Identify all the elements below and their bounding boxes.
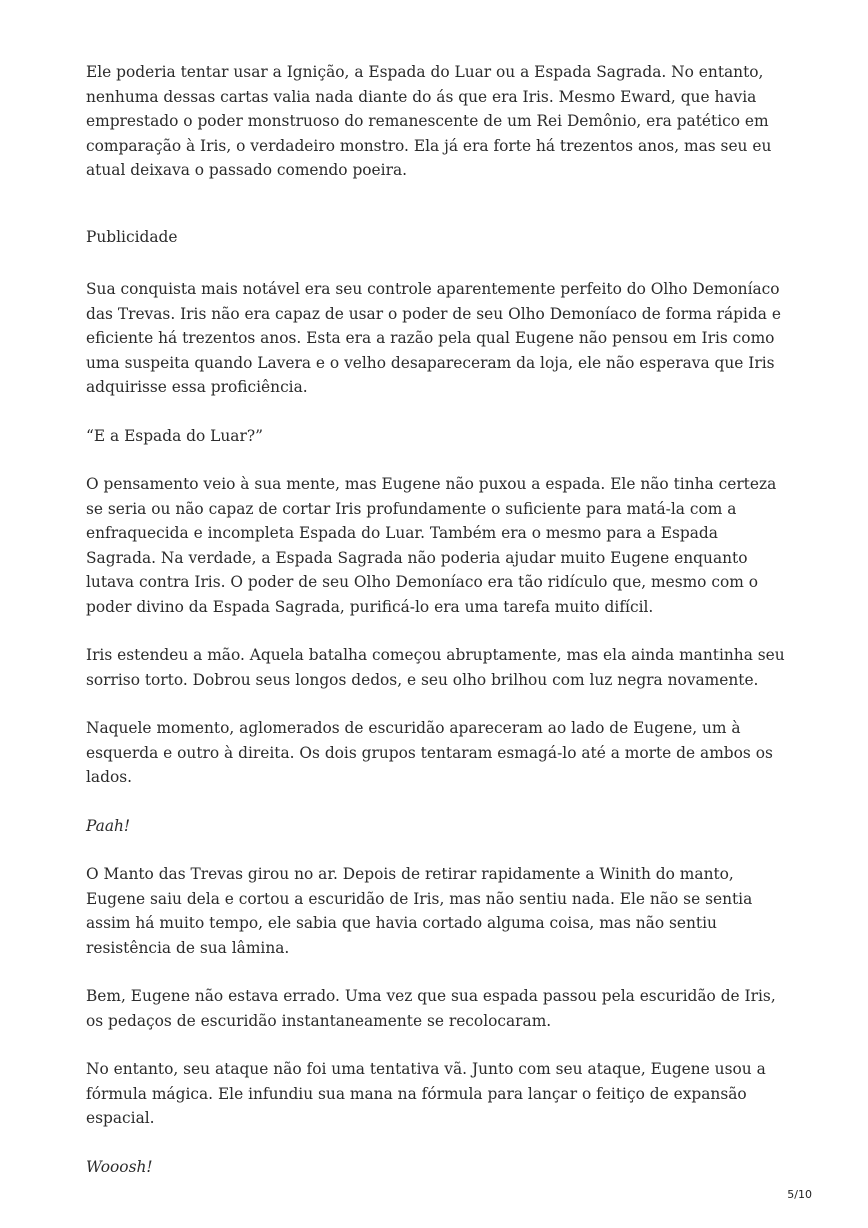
- paragraph: Naquele momento, aglomerados de escuridão apareceram ao lado de Eugene, um à esquerda e outro à direita. Os dois grupos tentaram esmagá-lo até a morte de ambos os lados.: [86, 719, 773, 786]
- paragraph: O Manto das Trevas girou no ar. Depois de retirar rapidamente a Winith do manto, Eugene saiu dela e cortou a escuridão de Iris, mas não sentiu nada. Ele não se sentia assim há muito tempo, ele sabia que havia cortado alguma coisa, mas não sentiu resistência de sua lâmina.: [86, 865, 753, 957]
- advertisement-label: Publicidade: [86, 227, 178, 246]
- paragraph: Sua conquista mais notável era seu controle aparentemente perfeito do Olho Demoníaco das Trevas. Iris não era capaz de usar o poder de seu Olho Demoníaco de forma rápida e eficiente há trezentos anos. Esta era a razão pela qual Eugene não pensou em Iris como uma suspeita quando Lavera e o velho desapareceram da loja, ele não esperava que Iris adquirisse essa proficiência.: [86, 280, 781, 396]
- sound-effect: Paah!: [86, 816, 131, 835]
- dialogue-line: “E a Espada do Luar?”: [86, 426, 263, 445]
- paragraph: Ele poderia tentar usar a Ignição, a Espada do Luar ou a Espada Sagrada. No entanto, nenhuma dessas cartas valia nada diante do ás que era Iris. Mesmo Eward, que havia emprestado o poder monstruoso do remanescente de um Rei Demônio, era patético em comparação à Iris, o verdadeiro monstro. Ela já era forte há trezentos anos, mas seu eu atual deixava o passado comendo poeira.: [86, 63, 772, 179]
- page-number: 5/10: [787, 1188, 812, 1201]
- document-body: [86, 60, 786, 1203]
- paragraph: Iris estendeu a mão. Aquela batalha começou abruptamente, mas ela ainda mantinha seu sorriso torto. Dobrou seus longos dedos, e seu olho brilhou com luz negra novamente.: [86, 646, 785, 689]
- sound-effect: Wooosh!: [86, 1157, 153, 1176]
- paragraph: No entanto, seu ataque não foi uma tentativa vã. Junto com seu ataque, Eugene usou a fórmula mágica. Ele infundiu sua mana na fórmula para lançar o feitiço de expansão espacial.: [86, 1060, 766, 1127]
- paragraph: O pensamento veio à sua mente, mas Eugene não puxou a espada. Ele não tinha certeza se seria ou não capaz de cortar Iris profundamente o suficiente para matá-la com a enfraquecida e incompleta Espada do Luar. Também era o mesmo para a Espada Sagrada. Na verdade, a Espada Sagrada não poderia ajudar muito Eugene enquanto lutava contra Iris. O poder de seu Olho Demoníaco era tão ridículo que, mesmo com o poder divino da Espada Sagrada, purificá-lo era uma tarefa muito difícil.: [86, 475, 777, 616]
- paragraph: Bem, Eugene não estava errado. Uma vez que sua espada passou pela escuridão de Iris, os pedaços de escuridão instantaneamente se recolocaram.: [86, 987, 776, 1030]
